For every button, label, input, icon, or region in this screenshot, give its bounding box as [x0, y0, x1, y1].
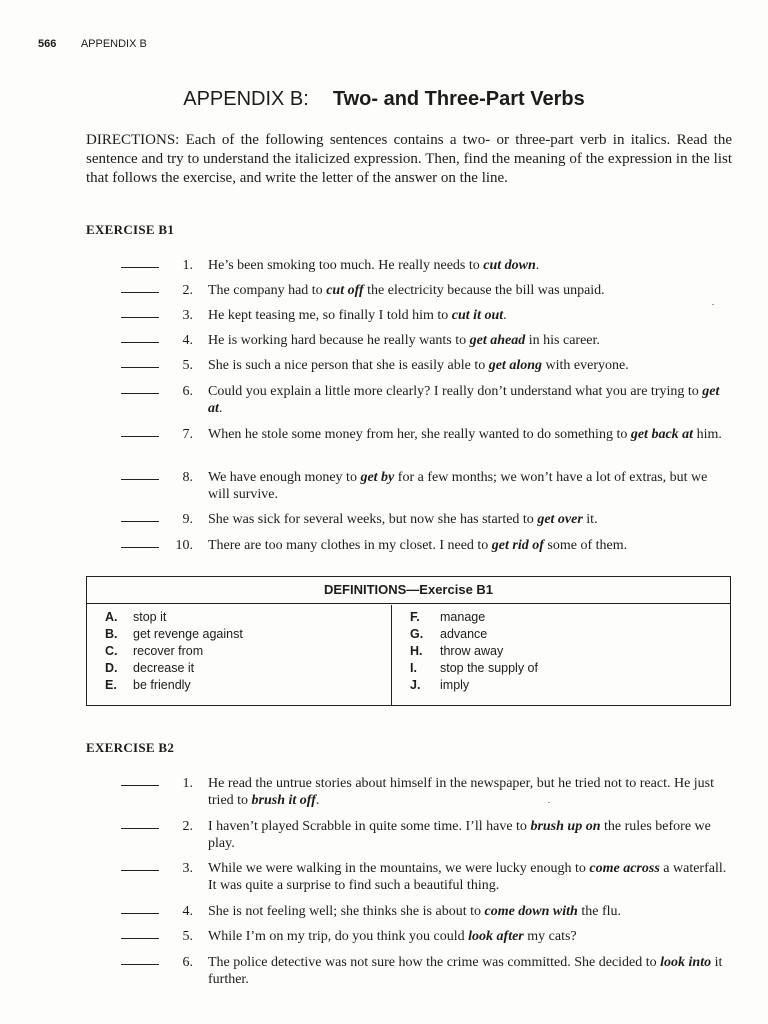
definition-letter: I.: [410, 661, 417, 675]
answer-blank[interactable]: [121, 479, 159, 480]
item-text: There are too many clothes in my closet. I need to get rid of some of them.: [208, 538, 628, 553]
answer-blank[interactable]: [121, 521, 159, 522]
item-number: 7.: [182, 427, 193, 442]
phrasal-verb: get ahead: [469, 333, 526, 348]
page-title: [0, 88, 768, 111]
answer-blank[interactable]: [121, 436, 159, 437]
item-number: 6.: [182, 955, 193, 970]
phrasal-verb: cut down: [483, 258, 536, 273]
item-text: When he stole some money from her, she really wanted to do something to get back at him.: [208, 427, 722, 442]
item-number: 3.: [182, 861, 193, 876]
phrasal-verb: come across: [589, 861, 660, 876]
definition-letter: B.: [105, 627, 118, 641]
definitions-column-right: [392, 605, 730, 705]
answer-blank[interactable]: [121, 913, 159, 914]
directions-paragraph: DIRECTIONS: Each of the following sentences contains a two- or three-part verb in italics. Read the sentence and try to understand the italicized expression. Then, find the meaning of the expression in the list that follows the exercise, and write the letter of the answer on the line.: [86, 132, 732, 186]
answer-blank[interactable]: [121, 367, 159, 368]
definition-text: be friendly: [133, 678, 191, 692]
definition-text: stop the supply of: [440, 661, 538, 675]
definition-letter: H.: [410, 644, 423, 658]
scan-speck: [548, 802, 550, 803]
answer-blank[interactable]: [121, 317, 159, 318]
item-text: While we were walking in the mountains, we were lucky enough to come across a waterfall. It was quite a surprise to find such a beautiful thing.: [208, 861, 727, 893]
item-number: 4.: [182, 333, 193, 348]
phrasal-verb: look into: [660, 955, 712, 970]
item-number: 10.: [175, 538, 193, 553]
definitions-table: [86, 576, 731, 706]
item-text: She was sick for several weeks, but now she has started to get over it.: [208, 512, 598, 527]
item-number: 2.: [182, 283, 193, 298]
scan-speck: [712, 304, 714, 305]
answer-blank[interactable]: [121, 828, 159, 829]
definition-text: recover from: [133, 644, 204, 658]
item-text: We have enough money to get by for a few months; we won’t have a lot of extras, but we will survive.: [208, 470, 708, 502]
phrasal-verb: cut off: [326, 283, 364, 298]
definition-letter: E.: [105, 678, 117, 692]
item-text: He read the untrue stories about himself in the newspaper, but he tried not to react. He just tried to brush it off.: [208, 776, 715, 808]
phrasal-verb: brush it off: [251, 793, 316, 808]
item-number: 5.: [182, 929, 193, 944]
answer-blank[interactable]: [121, 292, 159, 293]
item-text: He is working hard because he really wants to get ahead in his career.: [208, 333, 600, 348]
phrasal-verb: get by: [360, 470, 395, 485]
definitions-heading: DEFINITIONS—Exercise B1: [87, 577, 730, 604]
definition-text: decrease it: [133, 661, 195, 675]
item-text: She is not feeling well; she thinks she is about to come down with the flu.: [208, 904, 621, 919]
definition-text: throw away: [440, 644, 504, 658]
item-number: 8.: [182, 470, 193, 485]
definition-text: imply: [440, 678, 470, 692]
answer-blank[interactable]: [121, 870, 159, 871]
item-number: 2.: [182, 819, 193, 834]
phrasal-verb: get at: [208, 384, 720, 416]
item-text: He kept teasing me, so finally I told him to cut it out.: [208, 308, 507, 323]
page-number: 566: [38, 38, 57, 50]
title-prefix: APPENDIX B:: [183, 88, 309, 110]
definition-letter: G.: [410, 627, 424, 641]
phrasal-verb: get over: [537, 512, 583, 527]
phrasal-verb: cut it out: [451, 308, 504, 323]
item-number: 9.: [182, 512, 193, 527]
answer-blank[interactable]: [121, 547, 159, 548]
phrasal-verb: brush up on: [530, 819, 601, 834]
answer-blank[interactable]: [121, 342, 159, 343]
item-number: 5.: [182, 358, 193, 373]
definition-letter: J.: [410, 678, 421, 692]
answer-blank[interactable]: [121, 267, 159, 268]
title-main: Two- and Three-Part Verbs: [332, 88, 585, 110]
item-text: While I’m on my trip, do you think you could look after my cats?: [208, 929, 577, 944]
answer-blank[interactable]: [121, 393, 159, 394]
exercise-b1-heading: EXERCISE B1: [86, 222, 175, 237]
exercise-b2-heading: EXERCISE B2: [86, 740, 175, 755]
item-number: 1.: [182, 776, 193, 791]
definition-text: get revenge against: [133, 627, 243, 641]
item-number: 4.: [182, 904, 193, 919]
item-number: 6.: [182, 384, 193, 399]
answer-blank[interactable]: [121, 938, 159, 939]
definitions-column-left: [87, 605, 392, 705]
running-header: [38, 38, 147, 50]
item-number: 1.: [182, 258, 193, 273]
phrasal-verb: get back at: [630, 427, 694, 442]
definition-text: stop it: [133, 610, 167, 624]
item-number: 3.: [182, 308, 193, 323]
definition-letter: D.: [105, 661, 118, 675]
item-text: She is such a nice person that she is easily able to get along with everyone.: [208, 358, 629, 373]
definition-letter: F.: [410, 610, 420, 624]
definition-text: manage: [440, 610, 486, 624]
phrasal-verb: get rid of: [491, 538, 544, 553]
definition-letter: A.: [105, 610, 118, 624]
item-text: The police detective was not sure how the crime was committed. She decided to look into it further.: [208, 955, 723, 987]
definition-text: advance: [440, 627, 488, 641]
answer-blank[interactable]: [121, 785, 159, 786]
item-text: I haven’t played Scrabble in quite some time. I’ll have to brush up on the rules before we play.: [208, 819, 711, 851]
item-text: Could you explain a little more clearly? I really don’t understand what you are trying to get at.: [208, 384, 720, 416]
definition-letter: C.: [105, 644, 118, 658]
answer-blank[interactable]: [121, 964, 159, 965]
item-text: The company had to cut off the electricity because the bill was unpaid.: [208, 283, 605, 298]
phrasal-verb: come down with: [484, 904, 578, 919]
item-text: He’s been smoking too much. He really needs to cut down.: [208, 258, 540, 273]
running-head: APPENDIX B: [80, 38, 147, 50]
phrasal-verb: get along: [488, 358, 542, 373]
phrasal-verb: look after: [468, 929, 524, 944]
